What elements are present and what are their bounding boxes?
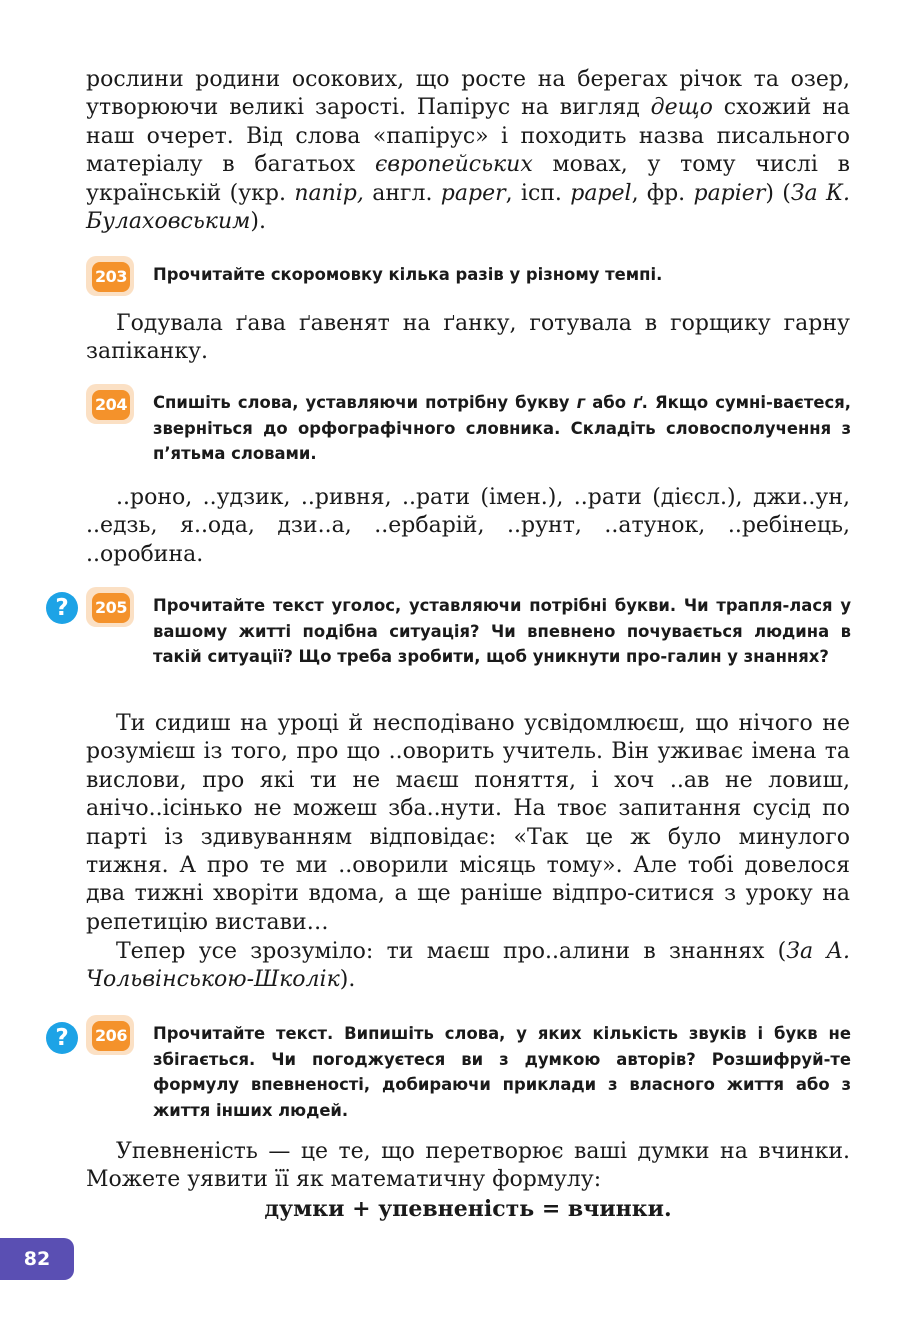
task-number-badge: [86, 587, 134, 627]
task-number-badge: [86, 256, 134, 296]
question-icon: ?: [46, 592, 78, 624]
task-number: 206: [92, 1021, 130, 1051]
words-list: ..роно, ..удзик, ..ривня, ..рати (імен.), ..рати (дієсл.), джи..ун, ..едзь, я..ода, дзи..а, ..ербарій, ..рунт, ..атунок, ..ребінець, ..оробина.: [86, 485, 850, 567]
intro-italic-word: papel: [570, 180, 632, 206]
intro-text: англ.: [363, 180, 441, 206]
task-instruction: Прочитайте текст уголос, уставляючи потрібні букви. Чи трапля-лася у вашому житті подібна ситуація? Чи впевнено почувається людина в такій ситуації? Що треба зробити, щоб уникнути про-галин у знаннях?: [153, 596, 851, 666]
letter-g: г: [576, 393, 586, 412]
letter-gg: ґ: [633, 393, 642, 412]
intro-italic-word: папір,: [294, 180, 364, 206]
task-number: 204: [92, 390, 130, 420]
task-number-badge: [86, 1015, 134, 1055]
intro-italic-word: європейських: [374, 152, 533, 178]
task-instruction: Прочитайте текст. Випишіть слова, у яких кількість звуків і букв не збігається. Чи погоджуєтеся ви з думкою авторів? Розшифруй-те формулу впевненості, добираючи приклади з власного життя або з життя інших людей.: [153, 1024, 851, 1120]
intro-italic-word: paper: [440, 180, 506, 206]
text-206-paragraph: Упевненість — це те, що перетворює ваші думки на вчинки. Можете уявити її як математичну формулу:: [86, 1139, 850, 1193]
text-205-paragraph-1: Ти сидиш на уроці й несподівано усвідомлюєш, що нічого не розумієш із того, про що ..оворить учитель. Він уживає імена та вислови, про які ти не маєш поняття, і хоч ..ав не ловиш, анічо..ісінько не можеш зба..нути. На твоє запитання сусід по парті із здивуванням відповідає: «Так це ж було минулого тижня. А про те ми ..оворили місяць тому». Але тобі довелося два тижні хворіти вдома, а ще раніше відпро-ситися з уроку на репетицію вистави…: [86, 711, 850, 935]
confidence-formula: думки + упевненість = вчинки.: [264, 1196, 672, 1222]
intro-author: За К. Булаховським: [86, 180, 850, 235]
intro-italic-word: papier: [693, 180, 766, 206]
question-icon: ?: [46, 1022, 78, 1054]
task-number: 205: [92, 593, 130, 623]
task-number-badge: [86, 384, 134, 424]
page-number: 82: [0, 1238, 74, 1280]
task-number: 203: [92, 262, 130, 292]
task-instruction: Спишіть слова, уставляючи потрібну букву г або ґ. Якщо сумні-ваєтеся, зверніться до орфографічного словника. Складіть словосполучення з п’ятьма словами.: [153, 393, 851, 463]
intro-paragraph: [86, 66, 850, 236]
task-instruction: Прочитайте скоромовку кілька разів у різному темпі.: [153, 265, 663, 284]
intro-text: ) (: [765, 180, 791, 206]
intro-text: схожий на наш очерет. Від слова «папірус» і походить назва писального матеріалу в багатьох: [86, 95, 850, 178]
tongue-twister: Годувала ґава ґавенят на ґанку, готувала в горщику гарну запіканку.: [86, 311, 850, 365]
intro-text: мовах, у тому числі в українській (укр.: [86, 152, 850, 206]
text-205-author: За А. Чольвінською-Школік: [86, 939, 850, 993]
intro-text: рослини родини осокових, що росте на берегах річок та озер, утворюючи великі зарості. Папірус на вигляд: [86, 67, 850, 121]
intro-text: , ісп.: [505, 180, 571, 206]
intro-text: ).: [250, 209, 266, 235]
text-205-paragraph-2: Тепер усе зрозуміло: ти маєш про..алини в знаннях (За А. Чольвінською-Школік).: [86, 939, 850, 993]
intro-text: , фр.: [631, 180, 694, 206]
intro-italic-word: дещо: [650, 95, 713, 121]
